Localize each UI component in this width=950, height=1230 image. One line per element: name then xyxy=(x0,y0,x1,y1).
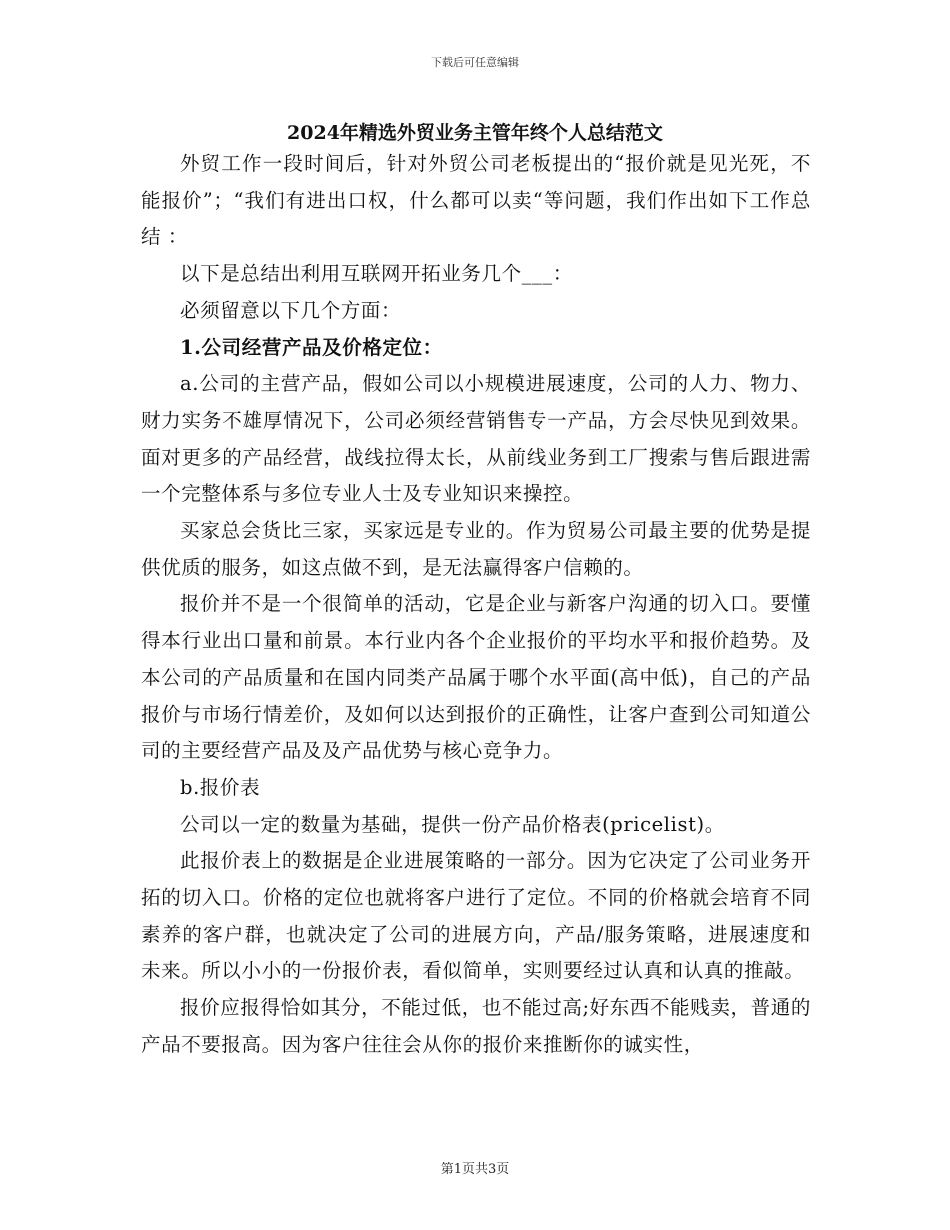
paragraph: b.报价表 xyxy=(180,775,261,799)
document-title: 2024年精选外贸业务主管年终个人总结范文 xyxy=(287,122,663,144)
paragraph: 买家总会货比三家，买家远是专业的。作为贸易公司最主要的优势是提供优质的服务，如这点做不到，是无法赢得客户信赖的。 xyxy=(141,519,811,579)
page-footer: 第1页共3页 xyxy=(440,1162,510,1177)
section-heading: 1.公司经营产品及价格定位： xyxy=(180,335,443,359)
paragraph: 以下是总结出利用互联网开拓业务几个___： xyxy=(180,262,573,286)
paragraph: a.公司的主营产品，假如公司以小规模进展速度，公司的人力、物力、财力实务不雄厚情况下，公司必须经营销售专一产品，方会尽快见到效果。面对更多的产品经营，战线拉得太长，从前线业务到工厂搜索与售后跟进需一个完整体系与多位专业人士及专业知识来操控。 xyxy=(141,372,811,506)
paragraph: 报价应报得恰如其分，不能过低，也不能过高;好东西不能贱卖，普通的产品不要报高。因为客户往往会从你的报价来推断你的诚实性， xyxy=(141,996,811,1056)
paragraph: 外贸工作一段时间后，针对外贸公司老板提出的“报价就是见光死，不能报价”；“我们有进出口权，什么都可以卖“等问题，我们作出如下工作总结 ： xyxy=(141,152,811,249)
paragraph: 此报价表上的数据是企业进展策略的一部分。因为它决定了公司业务开拓的切入口。价格的定位也就将客户进行了定位。不同的价格就会培育不同素养的客户群，也就决定了公司的进展方向，产品/服务策略，进展速度和未来。所以小小的一份报价表，看似简单，实则要经过认真和认真的推敲。 xyxy=(141,849,811,983)
paragraph: 公司以一定的数量为基础，提供一份产品价格表(pricelist)。 xyxy=(180,812,725,836)
paragraph: 必须留意以下几个方面： xyxy=(180,298,402,322)
header-note: 下载后可任意编辑 xyxy=(431,56,519,69)
document-body xyxy=(141,146,811,1064)
paragraph: 报价并不是一个很简单的活动，它是企业与新客户沟通的切入口。要懂得本行业出口量和前景。本行业内各个企业报价的平均水平和报价趋势。及本公司的产品质量和在国内同类产品属于哪个水平面(高中低)，自己的产品报价与市场行情差价，及如何以达到报价的正确性，让客户查到公司知道公司的主要经营产品及及产品优势与核心竞争力。 xyxy=(141,592,811,763)
